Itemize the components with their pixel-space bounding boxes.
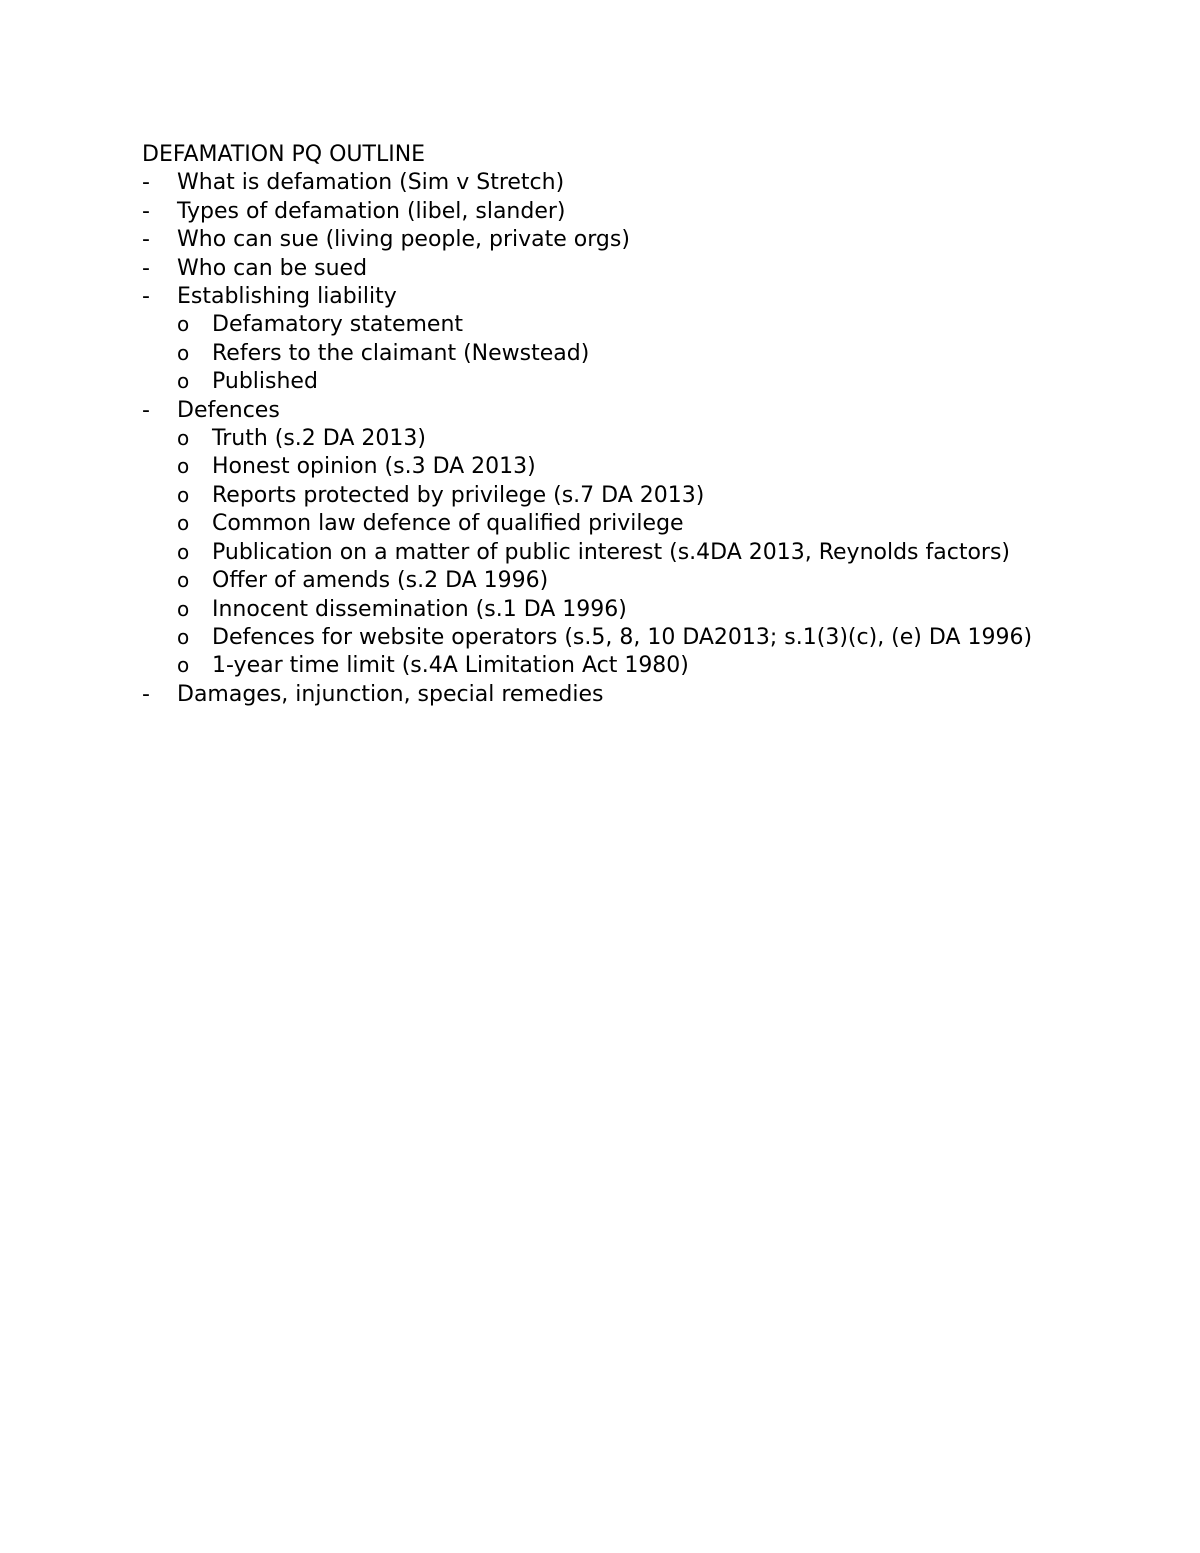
list-item bbox=[142, 169, 1058, 197]
sub-list-item bbox=[142, 340, 1058, 368]
list-item-text: What is defamation (Sim v Stretch) bbox=[177, 170, 565, 196]
list-item bbox=[142, 255, 1058, 283]
list-item-text: Establishing liability bbox=[177, 284, 397, 310]
outline-list bbox=[142, 169, 1058, 709]
sub-list bbox=[177, 425, 1058, 681]
sub-list-item-text: Reports protected by privilege (s.7 DA 2013) bbox=[212, 482, 705, 508]
circle-bullet: o bbox=[177, 482, 190, 507]
dash-bullet: - bbox=[142, 227, 150, 253]
sub-list-item-text: 1-year time limit (s.4A Limitation Act 1980) bbox=[212, 653, 689, 679]
sub-list-item-text: Defamatory statement bbox=[212, 312, 464, 338]
circle-bullet: o bbox=[177, 454, 190, 479]
sub-list bbox=[177, 311, 1058, 396]
dash-bullet: - bbox=[142, 284, 150, 310]
dash-bullet: - bbox=[142, 397, 150, 423]
circle-bullet: o bbox=[177, 568, 190, 593]
list-item-text: Who can be sued bbox=[177, 255, 368, 281]
sub-list-item-text: Innocent dissemination (s.1 DA 1996) bbox=[212, 596, 627, 622]
dash-bullet: - bbox=[142, 681, 150, 707]
dash-bullet: - bbox=[142, 170, 150, 196]
list-item bbox=[142, 283, 1058, 397]
list-item bbox=[142, 681, 1058, 709]
list-item-text: Types of defamation (libel, slander) bbox=[177, 198, 566, 224]
circle-bullet: o bbox=[177, 596, 190, 621]
sub-list-item bbox=[142, 567, 1058, 595]
sub-list-item bbox=[142, 368, 1058, 396]
sub-list-item-text: Offer of amends (s.2 DA 1996) bbox=[212, 568, 549, 594]
sub-list-item bbox=[142, 652, 1058, 680]
sub-list-item-text: Refers to the claimant (Newstead) bbox=[212, 340, 590, 366]
circle-bullet: o bbox=[177, 340, 190, 365]
list-item-text: Defences bbox=[177, 397, 280, 423]
circle-bullet: o bbox=[177, 511, 190, 536]
sub-list-item bbox=[142, 453, 1058, 481]
sub-list-item bbox=[142, 425, 1058, 453]
outline-content bbox=[142, 141, 1058, 709]
sub-list-item bbox=[142, 311, 1058, 339]
dash-bullet: - bbox=[142, 198, 150, 224]
sub-list-item-text: Publication on a matter of public interest (s.4DA 2013, Reynolds factors) bbox=[212, 539, 1011, 565]
circle-bullet: o bbox=[177, 653, 190, 678]
circle-bullet: o bbox=[177, 426, 190, 451]
sub-list-item bbox=[142, 596, 1058, 624]
list-item-text: Damages, injunction, special remedies bbox=[177, 681, 604, 707]
sub-list-item-text: Defences for website operators (s.5, 8, 10 DA2013; s.1(3)(c), (e) DA 1996) bbox=[212, 624, 1033, 650]
sub-list-item-text: Common law defence of qualified privilege bbox=[212, 511, 684, 537]
circle-bullet: o bbox=[177, 312, 190, 337]
sub-list-item bbox=[142, 510, 1058, 538]
sub-list-item-text: Truth (s.2 DA 2013) bbox=[212, 426, 426, 452]
sub-list-item bbox=[142, 539, 1058, 567]
list-item bbox=[142, 198, 1058, 226]
circle-bullet: o bbox=[177, 624, 190, 649]
sub-list-item bbox=[142, 624, 1058, 652]
page-title: DEFAMATION PQ OUTLINE bbox=[142, 142, 426, 167]
sub-list-item-text: Published bbox=[212, 369, 318, 395]
list-item bbox=[142, 397, 1058, 681]
circle-bullet: o bbox=[177, 369, 190, 394]
circle-bullet: o bbox=[177, 539, 190, 564]
dash-bullet: - bbox=[142, 255, 150, 281]
list-item bbox=[142, 226, 1058, 254]
list-item-text: Who can sue (living people, private orgs) bbox=[177, 227, 630, 253]
sub-list-item-text: Honest opinion (s.3 DA 2013) bbox=[212, 454, 536, 480]
sub-list-item bbox=[142, 482, 1058, 510]
